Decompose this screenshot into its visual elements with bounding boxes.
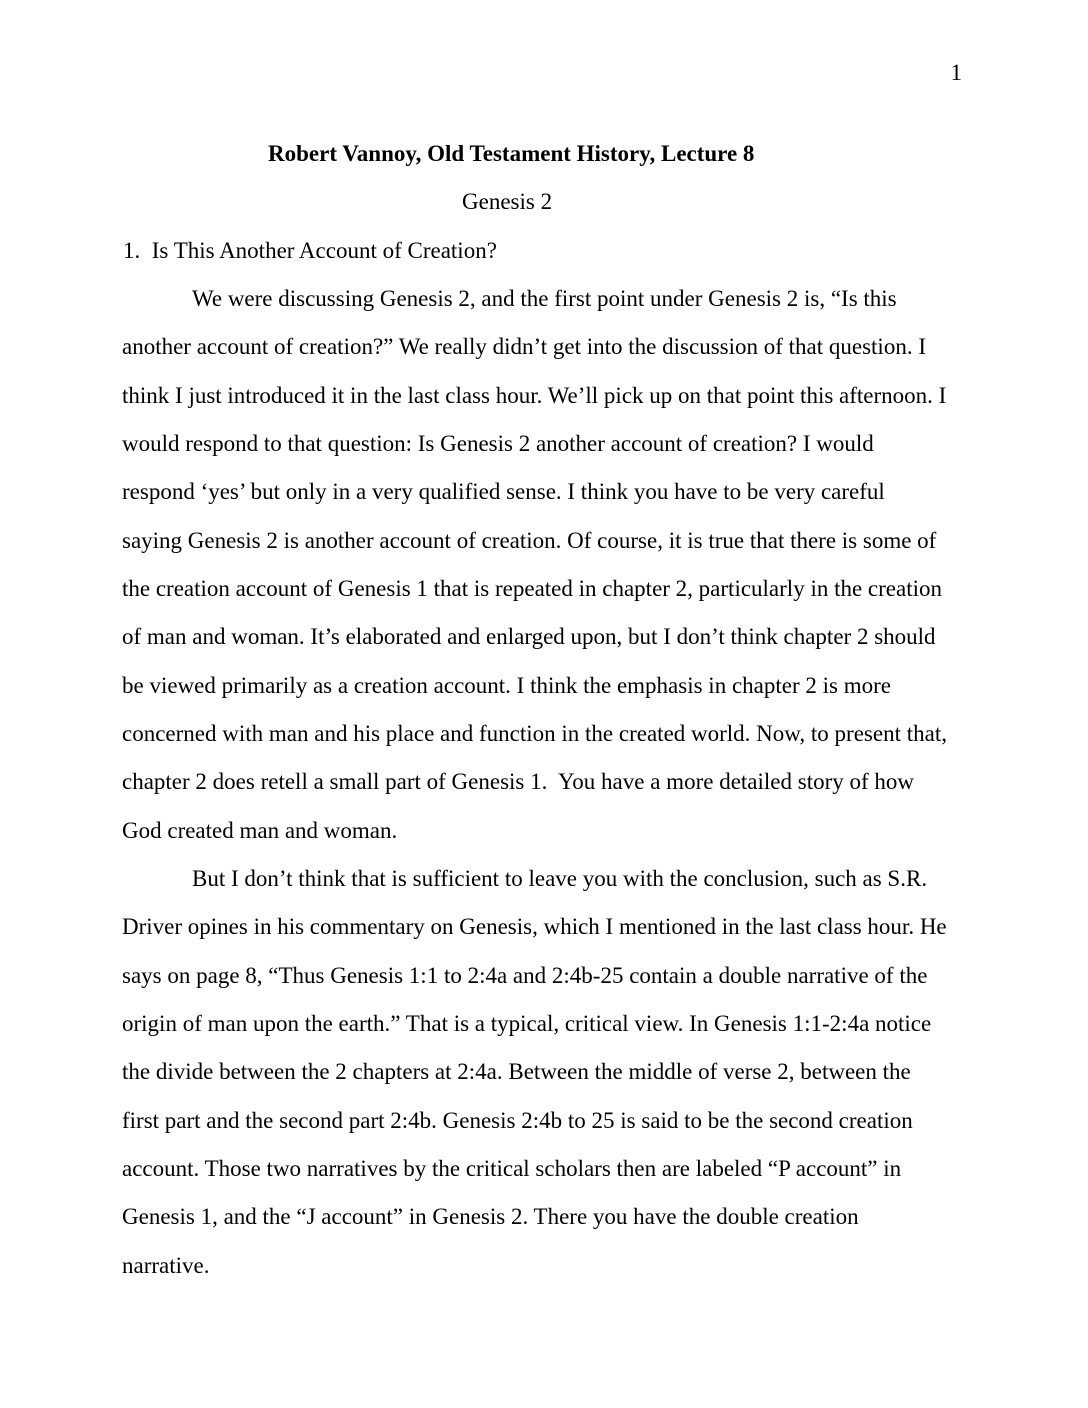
text-line: But I don’t think that is sufficient to leave you with the conclusion, such as S.R. <box>192 865 928 891</box>
page-number: 1 <box>950 60 962 85</box>
text-line: would respond to that question: Is Genesis 2 another account of creation? I would <box>122 430 874 456</box>
text-line: chapter 2 does retell a small part of Genesis 1. You have a more detailed story of how <box>122 769 915 795</box>
paragraph-1 <box>122 275 972 855</box>
text-line: respond ‘yes’ but only in a very qualified sense. I think you have to be very careful <box>122 479 885 505</box>
text-line: concerned with man and his place and function in the created world. Now, to present that, <box>122 720 947 746</box>
text-line: We were discussing Genesis 2, and the first point under Genesis 2 is, “Is this <box>192 285 897 311</box>
document-body <box>122 130 972 1290</box>
text-line: another account of creation?” We really didn’t get into the discussion of that question. I <box>122 334 926 360</box>
text-line: be viewed primarily as a creation account. I think the emphasis in chapter 2 is more <box>122 672 891 698</box>
text-line: the creation account of Genesis 1 that is repeated in chapter 2, particularly in the creation <box>122 575 942 601</box>
text-line: God created man and woman. <box>122 817 398 843</box>
text-line: think I just introduced it in the last class hour. We’ll pick up on that point this afternoon. I <box>122 382 947 408</box>
paragraph-2 <box>122 855 972 1290</box>
text-line: Driver opines in his commentary on Genesis, which I mentioned in the last class hour. He <box>122 914 947 940</box>
text-line: account. Those two narratives by the critical scholars then are labeled “P account” in <box>122 1155 902 1181</box>
text-line: saying Genesis 2 is another account of creation. Of course, it is true that there is some of <box>122 527 937 553</box>
text-line: Genesis 1, and the “J account” in Genesis 2. There you have the double creation <box>122 1204 859 1230</box>
document-title: Robert Vannoy, Old Testament History, Lecture 8 <box>268 141 755 166</box>
text-line: first part and the second part 2:4b. Genesis 2:4b to 25 is said to be the second creation <box>122 1107 913 1133</box>
text-line: of man and woman. It’s elaborated and enlarged upon, but I don’t think chapter 2 should <box>122 624 936 650</box>
section-heading: 1. Is This Another Account of Creation? <box>123 237 497 263</box>
text-line: the divide between the 2 chapters at 2:4a. Between the middle of verse 2, between the <box>122 1059 911 1085</box>
text-line: narrative. <box>122 1252 210 1278</box>
text-line: says on page 8, “Thus Genesis 1:1 to 2:4a and 2:4b-25 contain a double narrative of the <box>122 962 928 988</box>
text-line: origin of man upon the earth.” That is a typical, critical view. In Genesis 1:1-2:4a notice <box>122 1010 932 1036</box>
document-subtitle: Genesis 2 <box>462 189 553 215</box>
